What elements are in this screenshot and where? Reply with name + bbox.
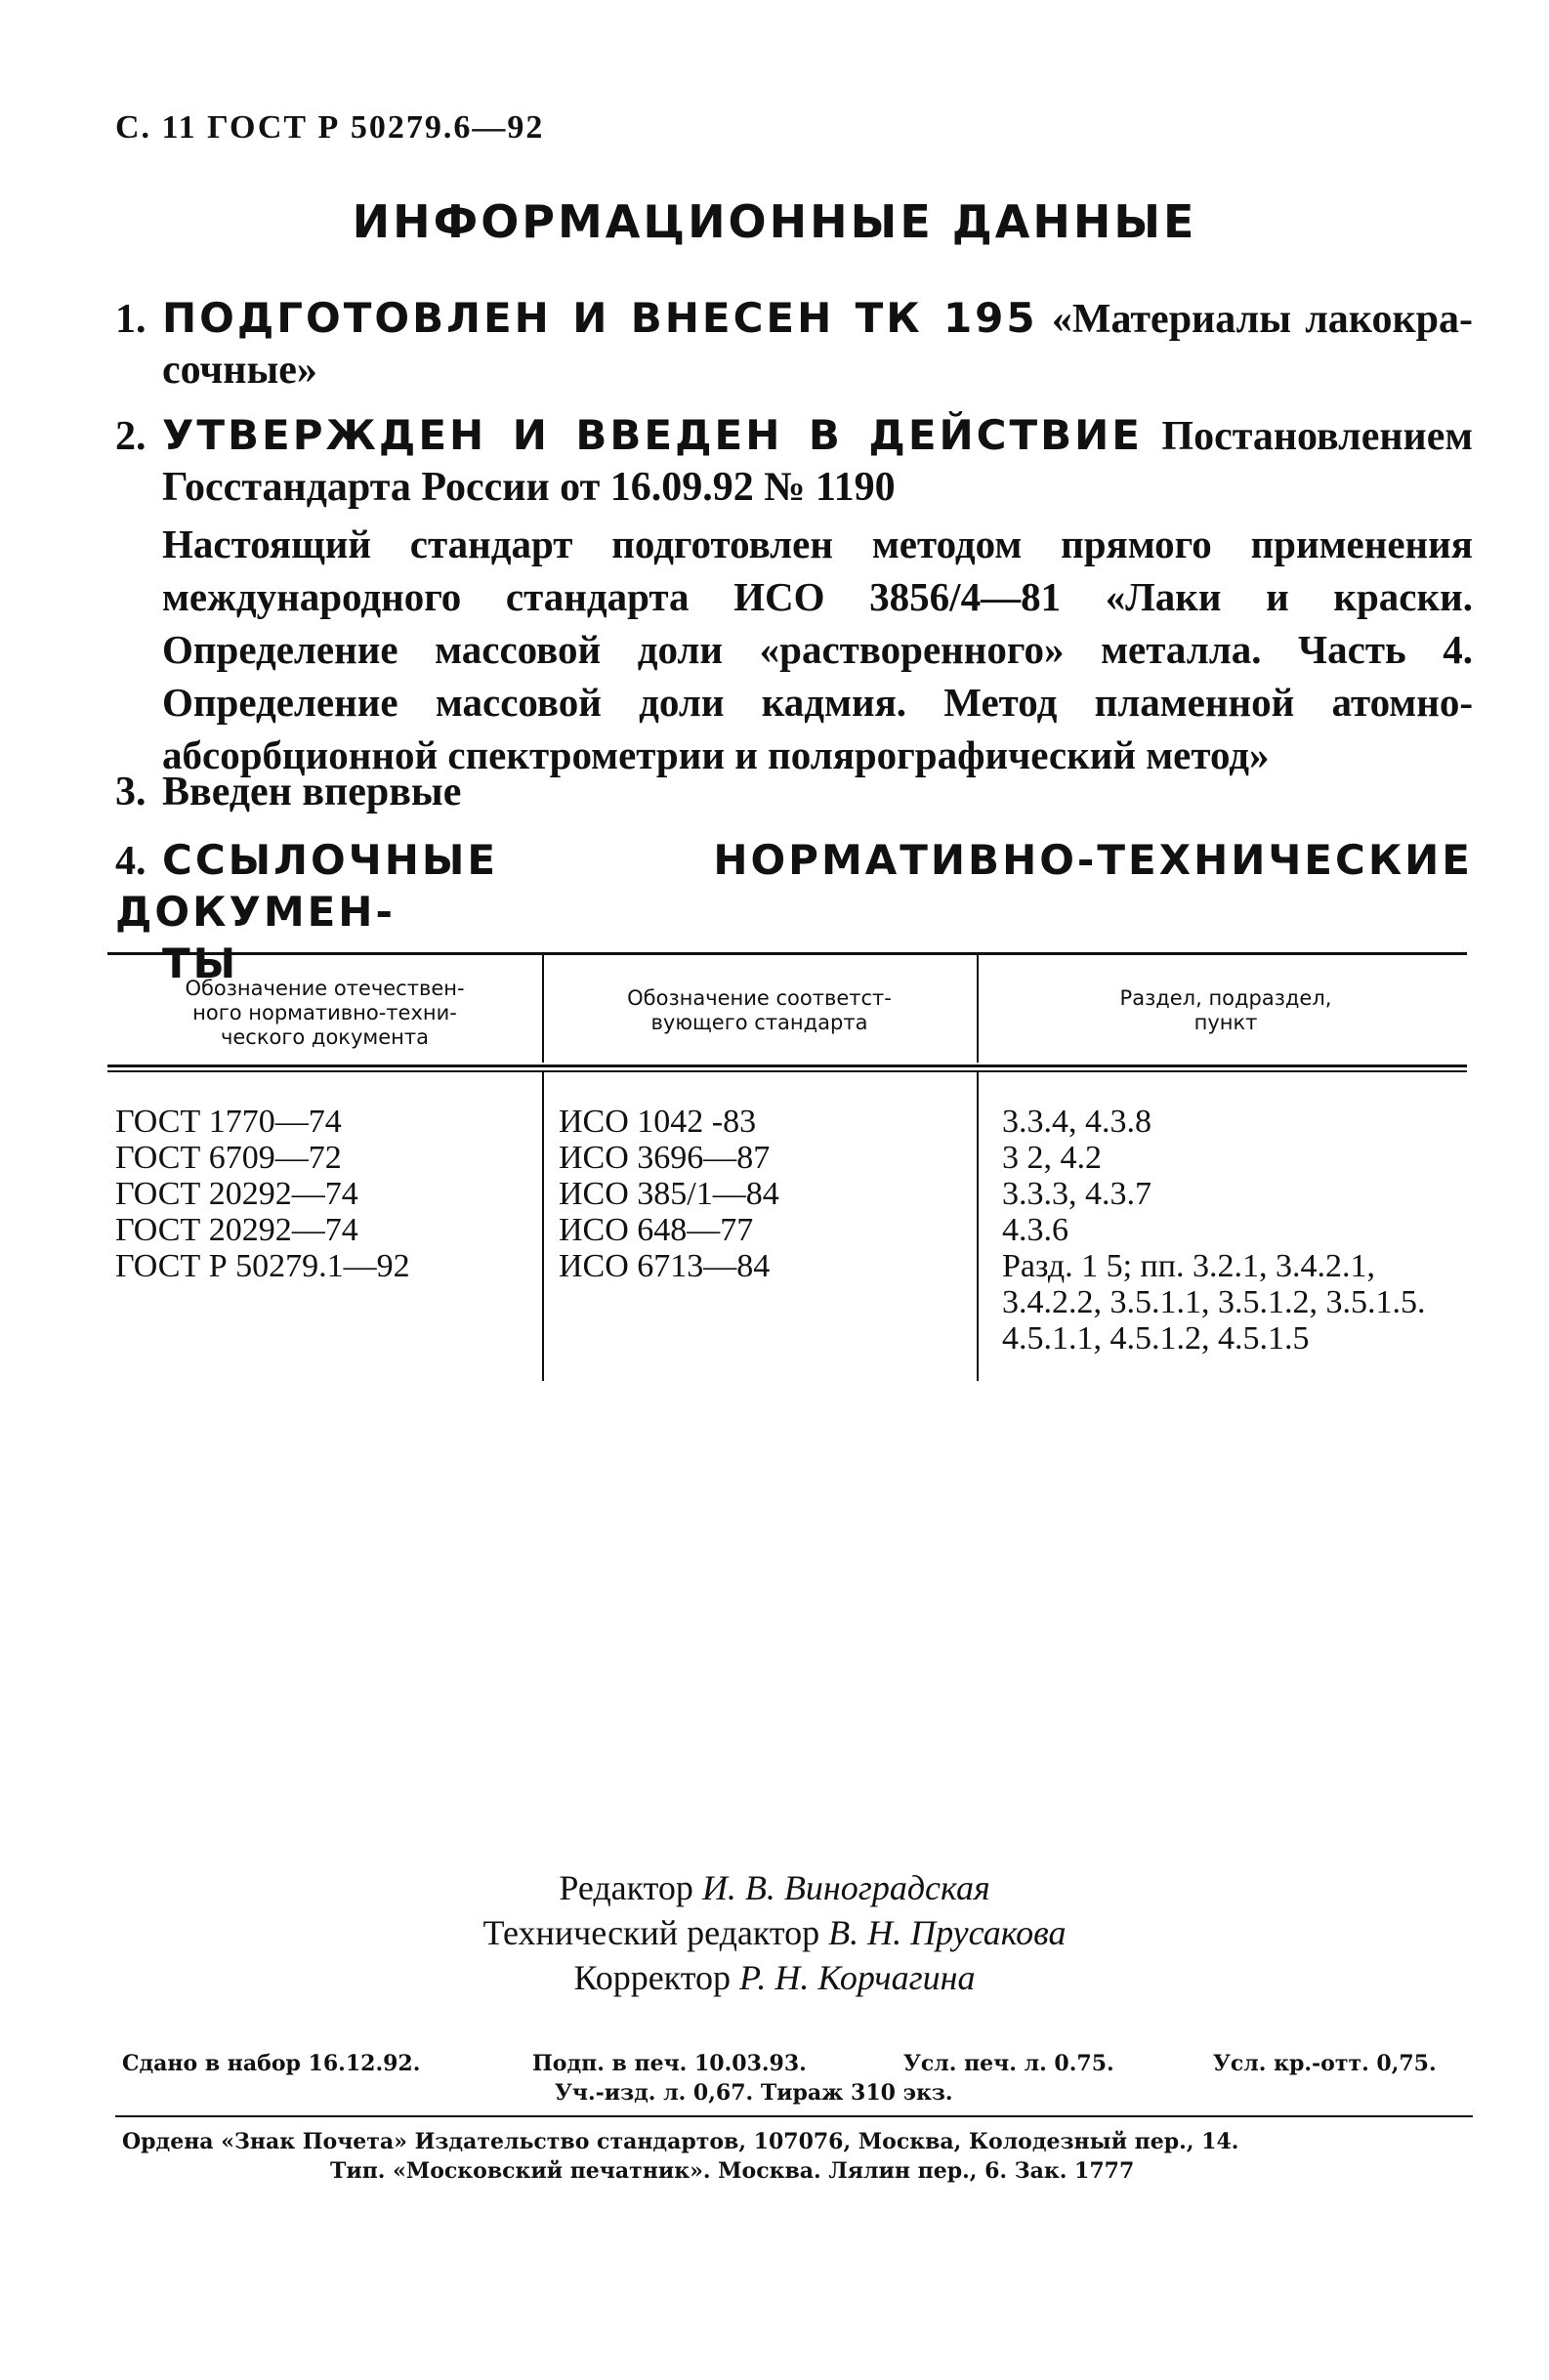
- table-column-divider: [542, 955, 544, 1063]
- paragraph-line: Определение массовой доли кадмия. Метод пламенной атомно-: [162, 680, 1473, 725]
- table-header-rule: [107, 1070, 1467, 1072]
- item-4: [115, 835, 1473, 989]
- imprint-print-sheets: Усл. печ. л. 0.75.: [903, 2051, 1114, 2076]
- imprint-color-prints: Усл. кр.-отт. 0,75.: [1213, 2051, 1437, 2076]
- item-2: [115, 410, 1473, 513]
- paragraph-line: абсорбционной спектрометрии и полярографический метод»: [162, 732, 1270, 777]
- table-cell: ГОСТ 1770—74: [115, 1104, 342, 1140]
- table-header-rule: [107, 1065, 1467, 1067]
- table-cell: ГОСТ 6709—72: [115, 1140, 342, 1176]
- header-line: Обозначение соответст-: [627, 986, 892, 1010]
- table-cell: 3.3.4, 4.3.8: [1002, 1104, 1151, 1140]
- table-cell: 4.3.6: [1002, 1212, 1068, 1248]
- imprint-circulation: Уч.-изд. л. 0,67. Тираж 310 экз.: [555, 2080, 953, 2106]
- imprint-rule: [115, 2115, 1473, 2117]
- table-column-divider: [977, 1072, 979, 1381]
- header-line: ческого документа: [220, 1025, 430, 1049]
- header-line: вующего стандарта: [650, 1011, 868, 1034]
- paragraph-line: международного стандарта ИСО 3856/4—81 «Лаки и краски.: [162, 574, 1473, 619]
- page-header: С. 11 ГОСТ Р 50279.6—92: [115, 109, 545, 146]
- table-cell: 4.5.1.1, 4.5.1.2, 4.5.1.5: [1002, 1320, 1310, 1357]
- item-4-number: 4.: [115, 839, 147, 884]
- standard-note-paragraph: [162, 518, 1473, 781]
- table-cell: ИСО 3696—87: [559, 1140, 771, 1176]
- item-2-continuation: Госстандарта России от 16.09.92 № 1190: [162, 465, 896, 510]
- credit-editor: [0, 1867, 1549, 1908]
- imprint-signed: Подп. в печ. 10.03.93.: [532, 2051, 807, 2076]
- table-cell: 3.3.3, 4.3.7: [1002, 1176, 1151, 1212]
- credit-name: Р. Н. Корчагина: [738, 1958, 976, 1997]
- table-column-divider: [542, 1072, 544, 1381]
- item-2-lead: УТВЕРЖДЕН И ВВЕДЕН В ДЕЙСТВИЕ: [162, 411, 1143, 459]
- table-cell: 3 2, 4.2: [1002, 1140, 1102, 1176]
- credit-name: В. Н. Прусакова: [828, 1913, 1067, 1952]
- item-4-lead: ССЫЛОЧНЫЕ НОРМАТИВНО-ТЕХНИЧЕСКИЕ ДОКУМЕН-: [115, 836, 1473, 936]
- item-2-rest: Постановлением: [1161, 414, 1473, 459]
- header-line: Обозначение отечествен-: [185, 977, 465, 1000]
- item-2-number: 2.: [115, 414, 147, 459]
- item-1-lead: ПОДГОТОВЛЕН И ВНЕСЕН ТК 195: [162, 294, 1038, 342]
- table-cell: 3.4.2.2, 3.5.1.1, 3.5.1.2, 3.5.1.5.: [1002, 1284, 1426, 1320]
- imprint-printer: Тип. «Московский печатник». Москва. Лялин пер., 6. Зак. 1777: [330, 2158, 1135, 2184]
- table-cell: ИСО 648—77: [559, 1212, 754, 1248]
- imprint-submitted: Сдано в набор 16.12.92.: [122, 2051, 421, 2076]
- table-cell: ИСО 6713—84: [559, 1248, 771, 1284]
- item-3: [115, 767, 1473, 817]
- table-column-sections: [1002, 1104, 1426, 1357]
- header-line: ного нормативно-техни-: [192, 1001, 457, 1024]
- credit-role: Редактор: [559, 1868, 693, 1907]
- table-column-divider: [977, 955, 979, 1063]
- credit-name: И. В. Виноградская: [701, 1868, 990, 1907]
- table-column-domestic: [115, 1104, 410, 1284]
- table-cell: ГОСТ 20292—74: [115, 1212, 358, 1248]
- item-4-continuation: ТЫ: [162, 939, 239, 987]
- table-header-col2: [552, 986, 967, 1035]
- table-cell: ГОСТ 20292—74: [115, 1176, 358, 1212]
- table-cell: Разд. 1 5; пп. 3.2.1, 3.4.2.1,: [1002, 1248, 1375, 1284]
- item-3-number: 3.: [115, 770, 147, 814]
- table-column-iso: [559, 1104, 779, 1284]
- item-1: [115, 293, 1473, 396]
- credit-proofreader: [0, 1957, 1549, 1998]
- imprint-publisher: Ордена «Знак Почета» Издательство стандартов, 107076, Москва, Колодезный пер., 14.: [122, 2129, 1239, 2154]
- paragraph-line: Настоящий стандарт подготовлен методом прямого применения: [162, 522, 1473, 566]
- header-line: Раздел, подраздел,: [1119, 986, 1332, 1010]
- table-cell: ГОСТ Р 50279.1—92: [115, 1248, 410, 1284]
- credit-role: Корректор: [573, 1958, 731, 1997]
- table-cell: ИСО 1042 -83: [559, 1104, 757, 1140]
- item-3-text: Введен впервые: [162, 770, 462, 814]
- item-1-continuation: сочные»: [162, 348, 317, 393]
- table-header-col3: [986, 986, 1465, 1035]
- credit-role: Технический редактор: [482, 1913, 820, 1952]
- credit-tech-editor: [0, 1912, 1549, 1953]
- table-header-col1: [117, 977, 532, 1050]
- item-1-rest: «Материалы лакокра-: [1051, 297, 1473, 342]
- document-title: ИНФОРМАЦИОННЫЕ ДАННЫЕ: [352, 195, 1197, 248]
- item-1-number: 1.: [115, 297, 147, 342]
- paragraph-line: Определение массовой доли «растворенного» металла. Часть 4.: [162, 627, 1473, 672]
- table-cell: ИСО 385/1—84: [559, 1176, 779, 1212]
- table-top-rule: [107, 952, 1467, 955]
- header-line: пункт: [1193, 1011, 1258, 1034]
